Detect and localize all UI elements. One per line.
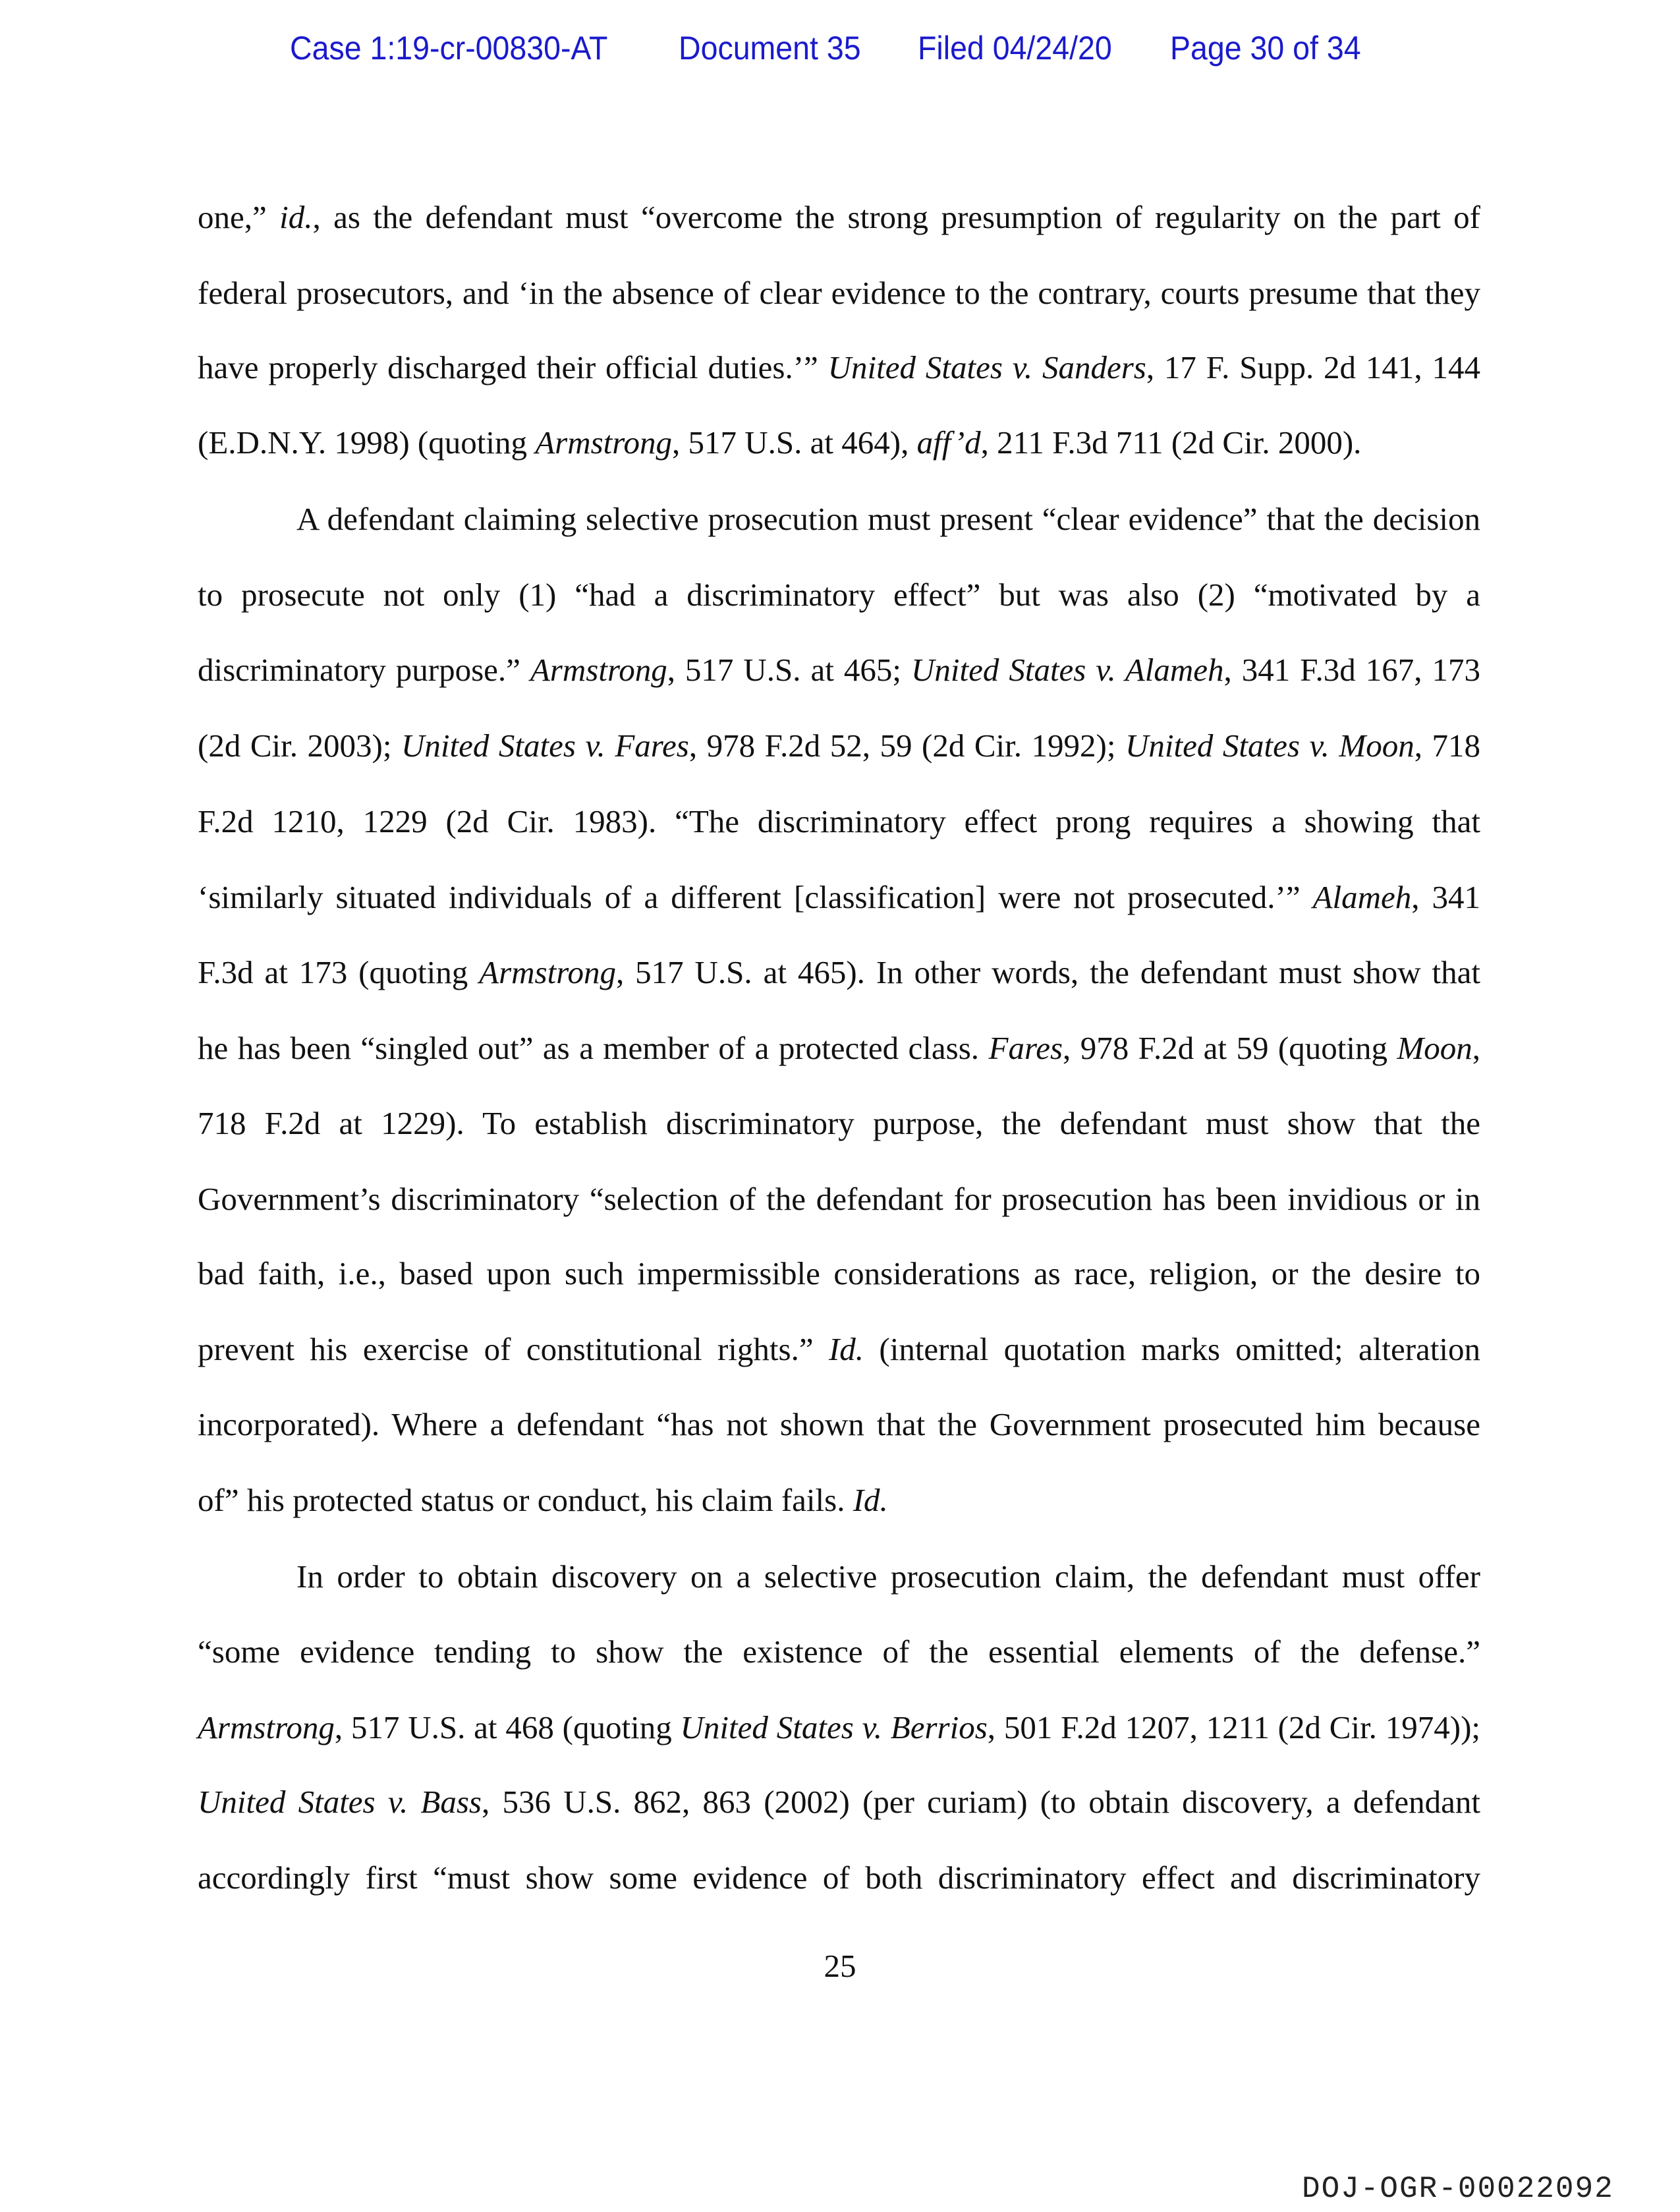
text-run: (2d Cir. 2003); bbox=[198, 727, 401, 764]
text-run: In order to obtain discovery on a selective prosecution claim, the defendant must offer bbox=[296, 1558, 1480, 1595]
text-line bbox=[198, 572, 1480, 618]
case-number: Case 1:19-cr-00830-AT bbox=[290, 30, 608, 67]
text-line bbox=[198, 647, 1480, 693]
case-citation: Moon bbox=[1397, 1030, 1472, 1066]
text-run: 718 F.2d at 1229). To establish discriminatory purpose, the defendant must show that the bbox=[198, 1105, 1480, 1141]
case-citation: Armstrong bbox=[479, 954, 616, 990]
text-line bbox=[198, 345, 1480, 391]
case-citation: United States v. Fares bbox=[401, 727, 689, 764]
case-citation: United States v. Bass bbox=[198, 1784, 482, 1820]
text-line bbox=[198, 1779, 1480, 1825]
text-run: accordingly first “must show some evidence of both discriminatory effect and discriminatory bbox=[198, 1859, 1480, 1896]
case-citation: id. bbox=[279, 199, 313, 235]
case-citation: United States v. Sanders bbox=[827, 349, 1146, 385]
text-run: , 517 U.S. at 465). In other words, the defendant must show that bbox=[615, 954, 1480, 990]
case-citation: United States v. Moon bbox=[1125, 727, 1414, 764]
text-run: , 718 bbox=[1414, 727, 1480, 764]
text-run: (internal quotation marks omitted; alteration bbox=[864, 1331, 1480, 1367]
case-citation: Armstrong bbox=[198, 1709, 335, 1745]
text-line bbox=[198, 799, 1480, 845]
text-run: have properly discharged their official duties.’” bbox=[198, 349, 828, 385]
case-citation: Id. bbox=[853, 1482, 888, 1518]
text-run: (E.D.N.Y. 1998) (quoting bbox=[198, 424, 536, 461]
text-line bbox=[198, 1100, 1480, 1147]
text-run: , 341 bbox=[1411, 879, 1480, 915]
text-run: , 501 F.2d 1207, 1211 (2d Cir. 1974)); bbox=[987, 1709, 1480, 1745]
text-run: , 517 U.S. at 465; bbox=[667, 652, 911, 688]
text-line bbox=[296, 496, 1480, 542]
text-line bbox=[198, 1251, 1480, 1297]
text-line bbox=[198, 1326, 1480, 1373]
case-citation: Id. bbox=[828, 1331, 864, 1367]
text-line bbox=[198, 1629, 1480, 1675]
text-run: Government’s discriminatory “selection of the defendant for prosecution has been invidious or in bbox=[198, 1181, 1480, 1217]
text-run: , as the defendant must “overcome the strong presumption of regularity on the part of bbox=[312, 199, 1480, 235]
text-run: , 978 F.2d 52, 59 (2d Cir. 1992); bbox=[688, 727, 1126, 764]
text-run: , 517 U.S. at 464), bbox=[672, 424, 917, 461]
text-run: of” his protected status or conduct, his claim fails. bbox=[198, 1482, 853, 1518]
text-run: discriminatory purpose.” bbox=[198, 652, 530, 688]
text-run: to prosecute not only (1) “had a discriminatory effect” but was also (2) “motivated by a bbox=[198, 577, 1480, 613]
text-line bbox=[296, 1554, 1480, 1600]
case-citation: Fares bbox=[988, 1030, 1063, 1066]
text-line bbox=[198, 1402, 1480, 1448]
text-line bbox=[198, 1176, 1480, 1222]
text-run: F.3d at 173 (quoting bbox=[198, 954, 480, 990]
text-line bbox=[198, 723, 1480, 769]
text-run: incorporated). Where a defendant “has not shown that the Government prosecuted him because bbox=[198, 1406, 1480, 1442]
text-run: prevent his exercise of constitutional rights.” bbox=[198, 1331, 829, 1367]
case-citation: United States v. Berrios bbox=[680, 1709, 988, 1745]
document-number: Document 35 bbox=[679, 30, 861, 67]
text-line bbox=[198, 270, 1480, 316]
text-run: , 341 F.3d 167, 173 bbox=[1223, 652, 1481, 688]
filing-header bbox=[0, 29, 1680, 75]
text-run: , 978 F.2d at 59 (quoting bbox=[1063, 1030, 1397, 1066]
text-run: , 17 F. Supp. 2d 141, 144 bbox=[1146, 349, 1480, 385]
text-run: “some evidence tending to show the existence of the essential elements of the defense.” bbox=[198, 1633, 1480, 1670]
page-count: Page 30 of 34 bbox=[1170, 30, 1361, 67]
text-line bbox=[198, 1705, 1480, 1751]
text-run: , 517 U.S. at 468 (quoting bbox=[334, 1709, 681, 1745]
bates-number: DOJ-OGR-00022092 bbox=[1302, 2172, 1614, 2206]
text-run: bad faith, i.e., based upon such impermissible considerations as race, religion, or the desire to bbox=[198, 1255, 1480, 1291]
text-run: one,” bbox=[198, 199, 280, 235]
page-number: 25 bbox=[824, 1948, 856, 1984]
case-citation: Armstrong bbox=[530, 652, 667, 688]
text-run: F.2d 1210, 1229 (2d Cir. 1983). “The discriminatory effect prong requires a showing that bbox=[198, 803, 1480, 839]
text-run: , 211 F.3d 711 (2d Cir. 2000). bbox=[980, 424, 1362, 461]
text-run: , 536 U.S. 862, 863 (2002) (per curiam) (to obtain discovery, a defendant bbox=[482, 1784, 1481, 1820]
filed-date: Filed 04/24/20 bbox=[918, 30, 1112, 67]
text-line bbox=[198, 194, 1480, 241]
text-line bbox=[198, 1025, 1480, 1071]
text-run: he has been “singled out” as a member of a protected class. bbox=[198, 1030, 989, 1066]
case-citation: United States v. Alameh bbox=[910, 652, 1224, 688]
text-line bbox=[198, 874, 1480, 921]
text-run: ‘similarly situated individuals of a different [classification] were not prosecuted.’” bbox=[198, 879, 1313, 915]
text-line bbox=[198, 1477, 1480, 1523]
text-line bbox=[198, 950, 1480, 996]
case-citation: aff’d bbox=[916, 424, 981, 461]
text-line bbox=[198, 1855, 1480, 1901]
case-citation: Armstrong bbox=[535, 424, 673, 461]
text-run: A defendant claiming selective prosecution must present “clear evidence” that the decision bbox=[296, 501, 1480, 537]
text-line bbox=[198, 420, 1480, 466]
text-run: , bbox=[1472, 1030, 1480, 1066]
text-run: federal prosecutors, and ‘in the absence of clear evidence to the contrary, courts presume that they bbox=[198, 275, 1480, 311]
case-citation: Alameh bbox=[1312, 879, 1412, 915]
